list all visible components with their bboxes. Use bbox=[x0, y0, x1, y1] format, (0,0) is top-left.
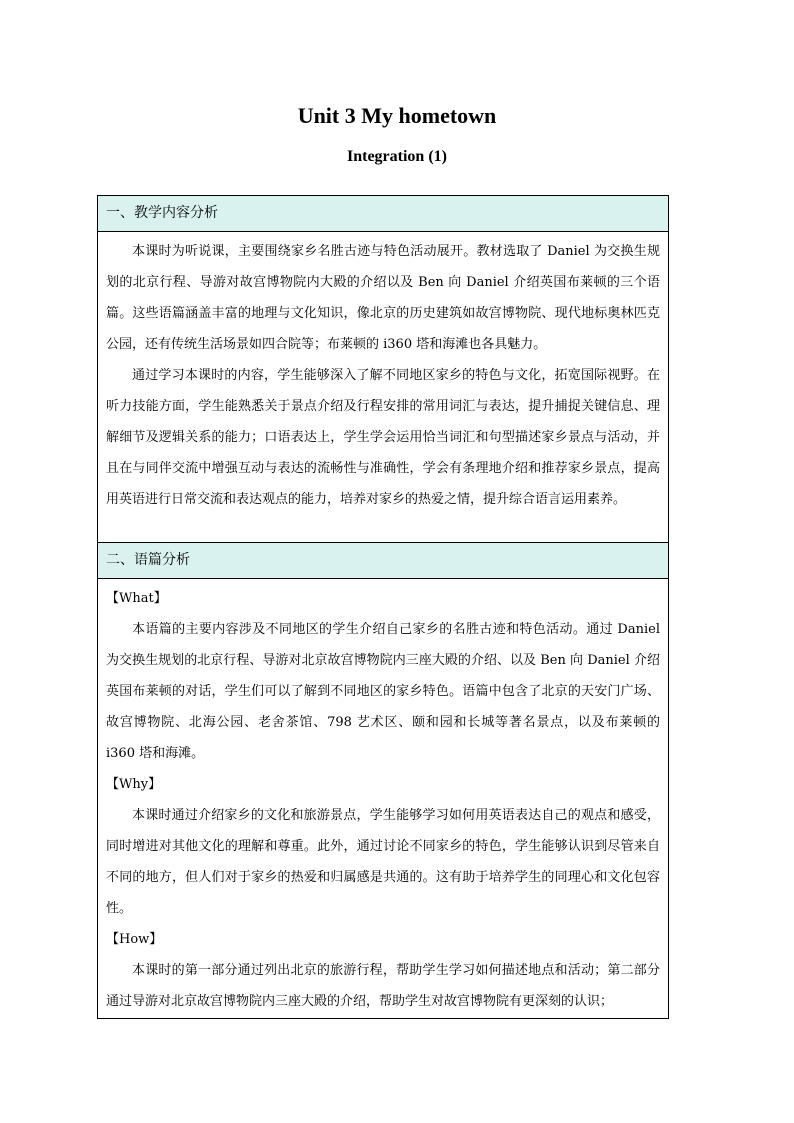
paragraph: 本课时为听说课，主要围绕家乡名胜古迹与特色活动展开。教材选取了 Daniel 为交换生规划的北京行程、导游对故宫博物院内大殿的介绍以及 Ben 向 Daniel 介绍英国布莱顿的三个语篇。这些语篇涵盖丰富的地理与文化知识，像北京的历史建筑如故宫博物院、现代地标奥林匹克公园，还有传统生活场景如四合院等；布莱顿的 i360 塔和海滩也各具魅力。 bbox=[106, 244, 660, 352]
content-table bbox=[97, 195, 669, 1019]
how-tag: 【How】 bbox=[106, 932, 163, 947]
how-paragraph: 本课时的第一部分通过列出北京的旅游行程，帮助学生学习如何描述地点和活动；第二部分通过导游对北京故宫博物院内三座大殿的介绍，帮助学生对故宫博物院有更深刻的认识； bbox=[106, 963, 660, 1009]
section-text-analysis bbox=[98, 543, 668, 1018]
section-heading: 一、教学内容分析 bbox=[98, 196, 668, 232]
why-tag: 【Why】 bbox=[106, 777, 162, 792]
why-paragraph: 本课时通过介绍家乡的文化和旅游景点，学生能够学习如何用英语表达自己的观点和感受，同时增进对其他文化的理解和尊重。此外，通过讨论不同家乡的特色，学生能够认识到尽管来自不同的地方，但人们对于家乡的热爱和归属感是共通的。这有助于培养学生的同理心和文化包容性。 bbox=[106, 808, 660, 916]
what-paragraph: 本语篇的主要内容涉及不同地区的学生介绍自己家乡的名胜古迹和特色活动。通过 Daniel 为交换生规划的北京行程、导游对北京故宫博物院内三座大殿的介绍、以及 Ben 向 Daniel 介绍英国布莱顿的对话，学生们可以了解到不同地区的家乡特色。语篇中包含了北京的天安门广场、故宫博物院、北海公园、老舍茶馆、798 艺术区、颐和园和长城等著名景点，以及布莱顿的 i360 塔和海滩。 bbox=[106, 622, 660, 761]
document-subtitle: Integration (1) bbox=[347, 148, 447, 165]
section-content-analysis bbox=[98, 196, 668, 543]
section-body bbox=[98, 579, 668, 1018]
document-title: Unit 3 My hometown bbox=[297, 103, 497, 128]
paragraph: 通过学习本课时的内容，学生能够深入了解不同地区家乡的特色与文化，拓宽国际视野。在听力技能方面，学生能熟悉关于景点介绍及行程安排的常用词汇与表达，提升捕捉关键信息、理解细节及逻辑关系的能力；口语表达上，学生学会运用恰当词汇和句型描述家乡景点与活动，并且在与同伴交流中增强互动与表达的流畅性与准确性，学会有条理地介绍和推荐家乡景点，提高用英语进行日常交流和表达观点的能力，培养对家乡的热爱之情，提升综合语言运用素养。 bbox=[106, 368, 660, 507]
section-heading: 二、语篇分析 bbox=[98, 543, 668, 579]
section-body bbox=[98, 232, 668, 543]
what-tag: 【What】 bbox=[106, 591, 167, 606]
